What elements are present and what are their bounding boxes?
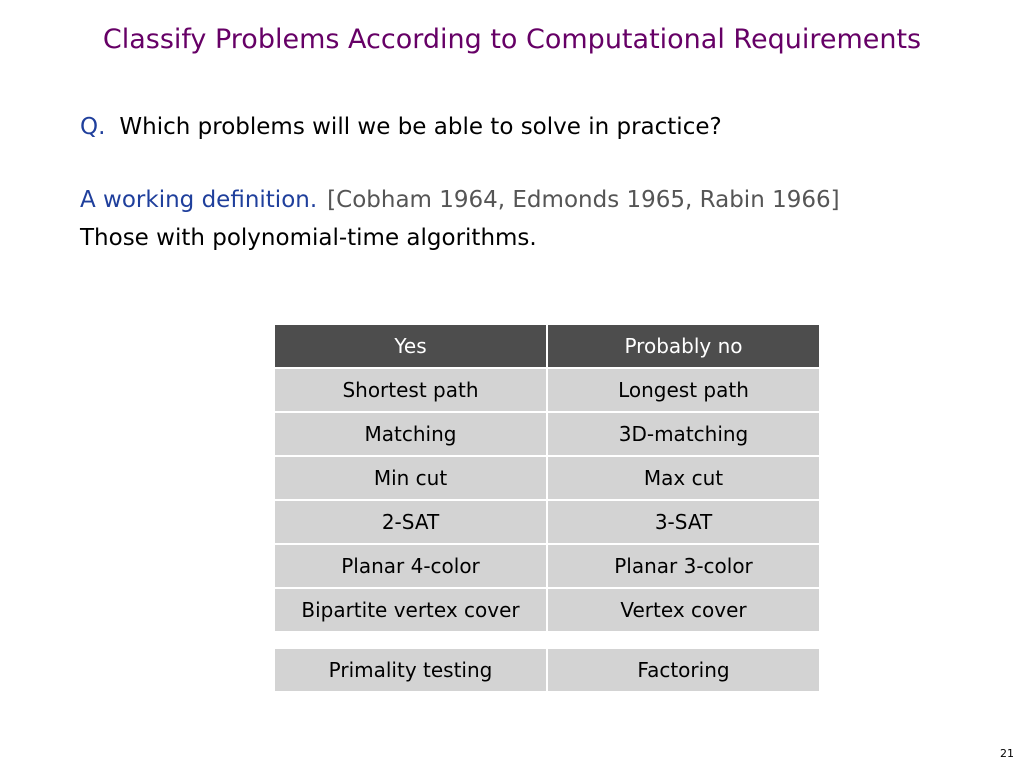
question-label: Q. <box>80 114 106 140</box>
cell-probably-no: Planar 3-color <box>547 544 820 588</box>
cell-probably-no: Max cut <box>547 456 820 500</box>
table-row <box>274 368 820 412</box>
cell-probably-no: Vertex cover <box>547 588 820 632</box>
cell-probably-no: Longest path <box>547 368 820 412</box>
definition-line <box>80 184 840 216</box>
question-line <box>80 111 722 143</box>
cell-yes: Min cut <box>274 456 547 500</box>
cell-yes: Matching <box>274 412 547 456</box>
cell-yes: Bipartite vertex cover <box>274 588 547 632</box>
table-row <box>274 544 820 588</box>
table-row <box>274 588 820 632</box>
definition-text: Those with polynomial-time algorithms. <box>80 225 537 251</box>
cell-yes: Primality testing <box>274 648 547 692</box>
cell-probably-no: 3-SAT <box>547 500 820 544</box>
cell-yes: Planar 4-color <box>274 544 547 588</box>
header-yes: Yes <box>274 324 547 368</box>
cell-probably-no: 3D-matching <box>547 412 820 456</box>
problem-table-extra <box>273 647 821 693</box>
table-header-row <box>274 324 820 368</box>
table-row <box>274 456 820 500</box>
question-text: Which problems will we be able to solve in practice? <box>119 114 722 140</box>
page-number: 21 <box>1000 747 1014 760</box>
table-row <box>274 500 820 544</box>
definition-citation: [Cobham 1964, Edmonds 1965, Rabin 1966] <box>327 187 840 213</box>
cell-probably-no: Factoring <box>547 648 820 692</box>
table-row <box>274 648 820 692</box>
slide-title: Classify Problems According to Computational Requirements <box>102 24 922 55</box>
cell-yes: Shortest path <box>274 368 547 412</box>
header-probably-no: Probably no <box>547 324 820 368</box>
table-row <box>274 412 820 456</box>
cell-yes: 2-SAT <box>274 500 547 544</box>
problem-table <box>273 323 821 633</box>
definition-label: A working definition. <box>80 187 318 213</box>
